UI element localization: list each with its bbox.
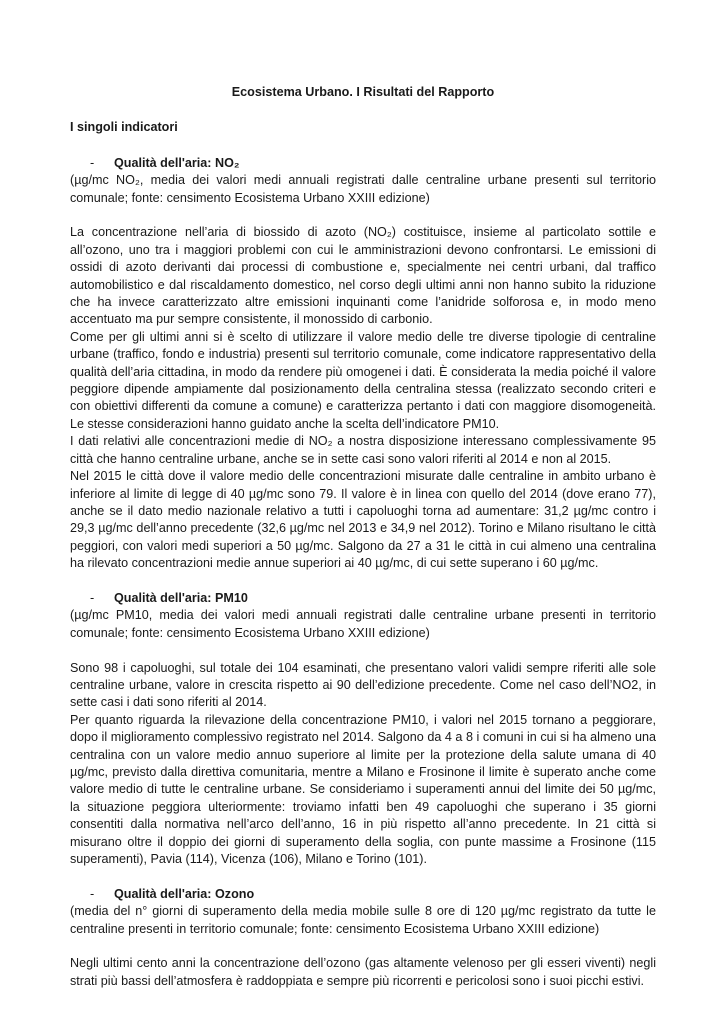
list-dash: - (90, 155, 95, 170)
body-paragraph: Come per gli ultimi anni si è scelto di utilizzare il valore medio delle tre diverse tipologie di centraline urbane (traffico, fondo e industria) presenti sul territorio comunale, come indicatore rappresentativo della qualità dell’aria cittadina, in modo da rendere più omogenei i dati. È considerata la media poiché il valore peggiore dipende ampiamente dal posizionamento della centralina stessa (realizzato secondo criteri e con obiettivi differenti da comune a comune) e caratterizza pertanto i dati con maggiore disomogeneità. Le stesse considerazioni hanno guidato anche la scelta dell’indicatore PM10. (70, 329, 656, 431)
section-heading (70, 155, 656, 172)
section-ozono (70, 886, 656, 990)
section-heading (70, 590, 656, 607)
section-source-note: (µg/mc PM10, media dei valori medi annuali registrati dalle centraline urbane presenti in territorio comunale; fonte: censimento Ecosistema Urbano XXIII edizione) (70, 608, 656, 640)
body-paragraph: I dati relativi alle concentrazioni medie di NO₂ a nostra disposizione interessano complessivamente 95 città che hanno centraline urbane, anche se in sette casi sono valori riferiti al 2014 e non al 2015. (70, 434, 656, 466)
body-paragraph: La concentrazione nell’aria di biossido di azoto (NO₂) costituisce, insieme al particolato sottile e all’ozono, uno tra i maggiori problemi con cui le amministrazioni devono confrontarsi. Le emissioni di ossidi di azoto derivanti dai processi di combustione e, specialmente nei centri urbani, dal traffico automobilistico e dal riscaldamento domestico, nel corso degli ultimi anni non hanno subito la riduzione che ha invece caratterizzato altre emissioni inquinanti come l’anidride solforosa e, in modo meno accentuato ma pur sempre consistente, il monossido di carbonio. (70, 225, 656, 327)
body-paragraph: Sono 98 i capoluoghi, sul totale dei 104 esaminati, che presentano valori validi sempre riferiti alle sole centraline urbane, valore in crescita rispetto ai 90 dell’edizione precedente. Come nel caso dell’NO2, in sette casi i dati sono riferiti al 2014. (70, 660, 656, 710)
section-heading (70, 886, 656, 903)
body-paragraph: Negli ultimi cento anni la concentrazione dell’ozono (gas altamente velenoso per gli esseri viventi) negli strati più bassi dell’atmosfera è raddoppiata e sempre più ricorrenti e pericolosi sono i suoi picchi estivi. (70, 956, 656, 988)
document-subtitle: I singoli indicatori (70, 120, 178, 135)
section-heading-text: Qualità dell'aria: PM10 (114, 590, 248, 605)
section-source-note: (µg/mc NO₂, media dei valori medi annuali registrati dalle centraline urbane presenti sul territorio comunale; fonte: censimento Ecosistema Urbano XXIII edizione) (70, 173, 656, 205)
section-heading-text: Qualità dell'aria: NO₂ (114, 155, 240, 170)
section-no2 (70, 155, 656, 573)
list-dash: - (90, 886, 95, 901)
body-paragraph: Per quanto riguarda la rilevazione della concentrazione PM10, i valori nel 2015 tornano a peggiorare, dopo il miglioramento complessivo registrato nel 2014. Salgono da 4 a 8 i comuni in cui si ha almeno una centralina con un valore medio annuo superiore al limite per la protezione della salute umana di 40 µg/mc, previsto dalla direttiva comunitaria, mentre a Milano e Frosinone il limite è superato anche come valore medio di tutte le centraline urbane. Se consideriamo i superamenti annui del limite dei 50 µg/mc, la situazione peggiora ulteriormente: troviamo infatti ben 49 capoluoghi che superano i 35 giorni consentiti dalla normativa nell’arco dell’anno, 16 in più rispetto all’anno precedente. In 21 città si misurano oltre il doppio dei giorni di superamento della soglia, con punte massime a Frosinone (115 superamenti), Pavia (114), Vicenza (106), Milano e Torino (101). (70, 712, 656, 867)
section-source-note: (media del n° giorni di superamento della media mobile sulle 8 ore di 120 µg/mc registrato da tutte le centraline presenti in territorio comunale; fonte: censimento Ecosistema Urbano XXIII edizione) (70, 904, 656, 936)
section-heading-text: Qualità dell'aria: Ozono (114, 886, 255, 901)
document-title: Ecosistema Urbano. I Risultati del Rapporto (231, 85, 495, 99)
section-pm10 (70, 590, 656, 868)
body-paragraph: Nel 2015 le città dove il valore medio delle concentrazioni misurate dalle centraline in ambito urbano è inferiore al limite di legge di 40 µg/mc sono 79. Il valore è in linea con quello del 2014 (dove erano 77), anche se il dato medio nazionale relativo a tutti i capoluoghi torna ad aumentare: 31,2 µg/mc contro i 29,3 µg/mc dell’anno precedente (32,6 µg/mc nel 2013 e 34,9 nel 2012). Torino e Milano risultano le città peggiori, con valori medi superiori a 50 µg/mc. Salgono da 27 a 31 le città in cui almeno una centralina ha rilevato concentrazioni medie annue superiori ai 40 µg/mc, di cui sette superano i 60 µg/mc. (70, 469, 656, 571)
list-dash: - (90, 590, 95, 605)
